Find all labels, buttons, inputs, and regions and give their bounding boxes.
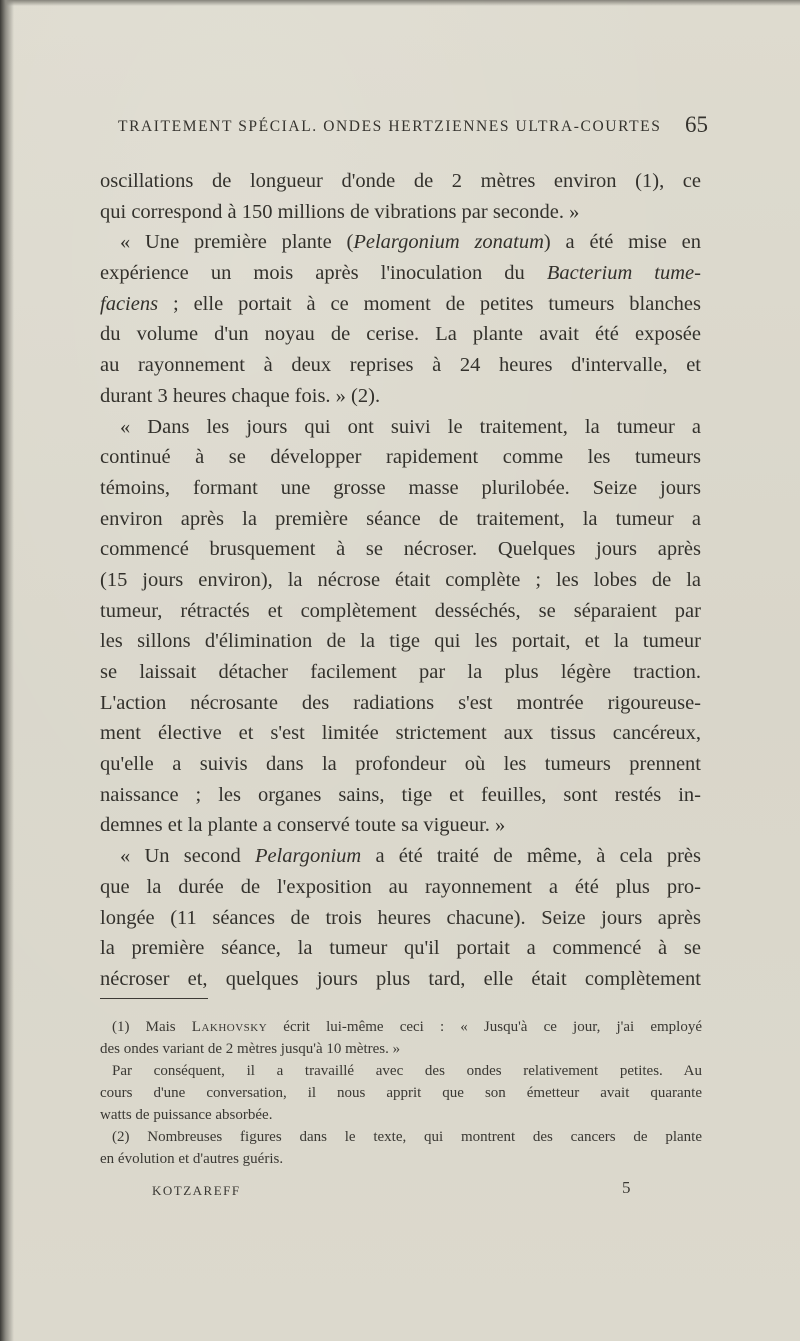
text-segment: écrit lui-même ceci : « Jusqu'à ce jour, j'ai employé: [267, 1019, 702, 1035]
footnote-line: en évolution et d'autres guéris.: [100, 1151, 284, 1167]
text-line: durant 3 heures chaque fois. » (2).: [100, 384, 381, 407]
text-segment: ) a été mise en: [543, 231, 701, 254]
text-line: qu'elle a suivis dans la profondeur où les tumeurs prennent: [100, 753, 701, 776]
binding-shadow: [0, 0, 14, 1341]
author-name: Lakhovsky: [191, 1019, 268, 1035]
text-line: L'action nécrosante des radiations s'est montrée rigoureuse-: [100, 691, 701, 714]
text-line: [100, 258, 701, 289]
species-name: Bacterium tume-: [546, 262, 701, 285]
footnote-line: [100, 1016, 702, 1038]
page-top-edge: [0, 0, 800, 6]
text-line: la première séance, la tumeur qu'il portait a commencé à se: [100, 937, 701, 960]
signature-mark: KOTZAREFF: [152, 1183, 241, 1198]
species-name: Pelargonium: [254, 845, 362, 868]
text-line: environ après la première séance de traitement, la tumeur a: [100, 507, 701, 530]
text-line: commencé brusquement à se nécroser. Quelques jours après: [100, 538, 701, 561]
text-line: ment élective et s'est limitée strictement aux tissus cancéreux,: [100, 722, 701, 745]
footnote-line: (2) Nombreuses figures dans le texte, qui montrent des cancers de plante: [112, 1129, 702, 1145]
text-line: qui correspond à 150 millions de vibrations par seconde. »: [100, 200, 580, 223]
signature-number: 5: [622, 1178, 631, 1197]
text-line: naissance ; les organes sains, tige et feuilles, sont restés in-: [100, 783, 701, 806]
text-line: « Dans les jours qui ont suivi le traitement, la tumeur a: [120, 415, 701, 438]
text-line: oscillations de longueur d'onde de 2 mètres environ (1), ce: [100, 170, 701, 192]
text-line: [100, 841, 701, 872]
species-name: Pelargonium zonatum: [353, 231, 544, 254]
text-segment: a été traité de même, à cela près: [361, 845, 701, 868]
footnote-line: Par conséquent, il a travaillé avec des ondes relativement petites. Au: [112, 1063, 702, 1079]
text-line: témoins, formant une grosse masse plurilobée. Seize jours: [100, 476, 701, 499]
text-segment: expérience un mois après l'inoculation du: [100, 262, 547, 285]
text-line: demnes et la plante a conservé toute sa vigueur. »: [100, 814, 506, 837]
body-text: [100, 166, 701, 995]
species-name: faciens: [100, 292, 159, 315]
text-line: [100, 289, 701, 320]
footnotes: [100, 1016, 702, 1170]
page-number: 65: [685, 112, 708, 137]
text-line: au rayonnement à deux reprises à 24 heures d'intervalle, et: [100, 354, 701, 377]
text-segment: « Un second: [120, 845, 255, 868]
text-line: [100, 227, 701, 258]
footnote-line: watts de puissance absorbée.: [100, 1107, 273, 1123]
text-segment: « Une première plante (: [120, 231, 354, 254]
text-line: continué à se développer rapidement comme les tumeurs: [100, 446, 701, 469]
footnote-line: des ondes variant de 2 mètres jusqu'à 10 mètres. »: [100, 1041, 401, 1057]
text-segment: ; elle portait à ce moment de petites tumeurs blanches: [158, 292, 701, 315]
running-head: [118, 112, 708, 142]
text-line: les sillons d'élimination de la tige qui les portait, et la tumeur: [100, 630, 701, 653]
text-line: se laissait détacher facilement par la plus légère traction.: [100, 661, 701, 683]
text-segment: (1) Mais: [112, 1019, 192, 1035]
running-title: TRAITEMENT SPÉCIAL. ONDES HERTZIENNES ULTRA-COURTES: [118, 118, 662, 135]
text-line: nécroser et, quelques jours plus tard, elle était complètement: [100, 967, 701, 990]
text-line: que la durée de l'exposition au rayonnement a été plus pro-: [100, 875, 701, 898]
footnote-rule: [100, 998, 208, 999]
text-line: (15 jours environ), la nécrose était complète ; les lobes de la: [100, 568, 701, 591]
footnote-line: cours d'une conversation, il nous apprit que son émetteur avait quarante: [100, 1085, 702, 1101]
text-line: tumeur, rétractés et complètement desséchés, se séparaient par: [100, 599, 701, 622]
text-line: du volume d'un noyau de cerise. La plante avait été exposée: [100, 323, 701, 346]
text-line: longée (11 séances de trois heures chacune). Seize jours après: [100, 906, 701, 929]
